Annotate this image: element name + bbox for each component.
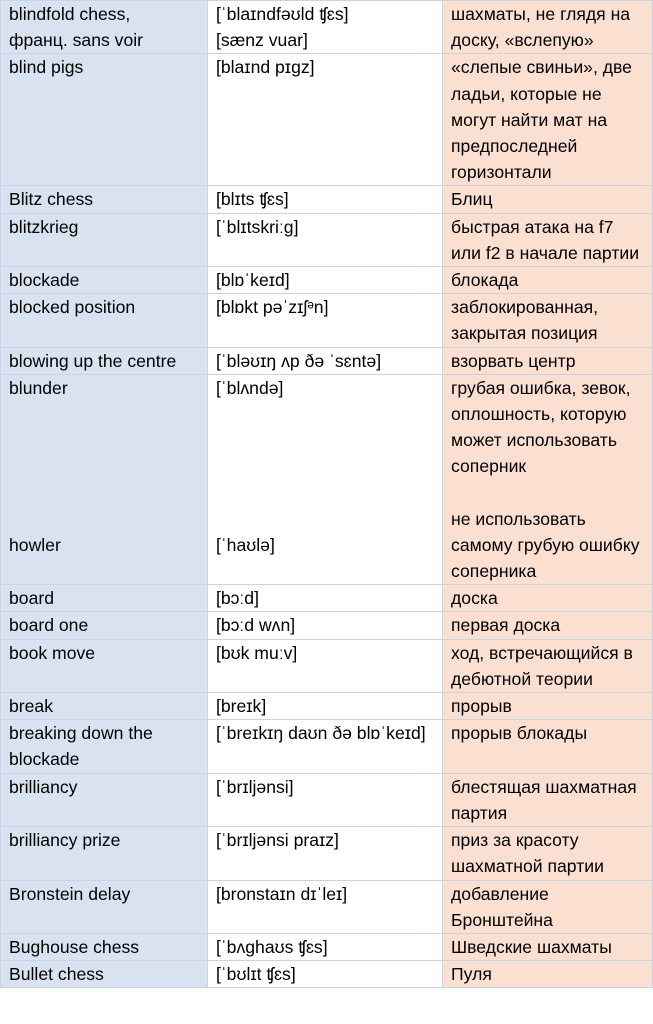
transcription-cell: [ˈbreɪkɪŋ daʊn ðə blɒˈkeɪd] <box>207 720 442 773</box>
term-cell: blitzkrieg <box>1 213 208 266</box>
transcription-cell: [bɔːd] <box>207 585 442 612</box>
term-cell: book move <box>1 639 208 692</box>
term-cell: breaking down the blockade <box>1 720 208 773</box>
translation-cell: Блиц <box>443 186 653 213</box>
term-cell: Bughouse chess <box>1 933 208 960</box>
table-row <box>1 612 653 639</box>
translation-cell: блестящая шахматная партия <box>443 773 653 826</box>
term-cell: Bullet chess <box>1 961 208 988</box>
table-row <box>1 773 653 826</box>
transcription-cell: [bɔːd wʌn] <box>207 612 442 639</box>
translation-cell: не использовать самому грубую ошибку соперника <box>443 506 653 585</box>
transcription-cell: [breɪk] <box>207 693 442 720</box>
translation-cell: «слепые свиньи», две ладьи, которые не могут найти мат на предпоследней горизонтали <box>443 54 653 186</box>
translation-cell: прорыв блокады <box>443 720 653 773</box>
translation-cell: блокада <box>443 267 653 294</box>
translation-cell: Пуля <box>443 961 653 988</box>
translation-cell: шахматы, не глядя на доску, «вслепую» <box>443 1 653 54</box>
term-cell: break <box>1 693 208 720</box>
transcription-cell: [ˈblʌndə] <box>207 374 442 505</box>
table-row <box>1 213 653 266</box>
table-row <box>1 1 653 54</box>
translation-cell: взорвать центр <box>443 347 653 374</box>
transcription-cell: [blɒˈkeɪd] <box>207 267 442 294</box>
translation-cell: доска <box>443 585 653 612</box>
term-cell: howler <box>1 506 208 585</box>
translation-cell: добавление Бронштейна <box>443 880 653 933</box>
table-row <box>1 961 653 988</box>
transcription-cell: [bronstaɪn dɪˈleɪ] <box>207 880 442 933</box>
table-row <box>1 374 653 505</box>
table-row <box>1 347 653 374</box>
transcription-cell: [bʊk muːv] <box>207 639 442 692</box>
table-row <box>1 506 653 585</box>
translation-cell: приз за красоту шахматной партии <box>443 827 653 880</box>
transcription-cell: [ˈbʌghaʊs ʧɛs] <box>207 933 442 960</box>
transcription-cell: [ˈbrɪljənsi praɪz] <box>207 827 442 880</box>
transcription-cell: [ˈbrɪljənsi] <box>207 773 442 826</box>
transcription-cell: [ˈblaɪndfəʊld ʧɛs] [sænz vuar] <box>207 1 442 54</box>
transcription-cell: [blaɪnd pɪgz] <box>207 54 442 186</box>
term-cell: blockade <box>1 267 208 294</box>
term-cell: Blitz chess <box>1 186 208 213</box>
table-row <box>1 186 653 213</box>
table-row <box>1 720 653 773</box>
table-row <box>1 585 653 612</box>
term-cell: board <box>1 585 208 612</box>
table-row <box>1 827 653 880</box>
term-cell: Bronstein delay <box>1 880 208 933</box>
term-cell: blunder <box>1 374 208 505</box>
translation-cell: заблокированная, закрытая позиция <box>443 294 653 347</box>
transcription-cell: [ˈhaʊlə] <box>207 506 442 585</box>
table-row <box>1 639 653 692</box>
transcription-cell: [blɒkt pəˈzɪʃᵊn] <box>207 294 442 347</box>
term-cell: blindfold chess, франц. sans voir <box>1 1 208 54</box>
transcription-cell: [ˈbləʊɪŋ ʌp ðə ˈsɛntə] <box>207 347 442 374</box>
translation-cell: прорыв <box>443 693 653 720</box>
term-cell: board one <box>1 612 208 639</box>
table-row <box>1 294 653 347</box>
table-row <box>1 933 653 960</box>
term-cell: blind pigs <box>1 54 208 186</box>
table-row <box>1 880 653 933</box>
translation-cell: Шведские шахматы <box>443 933 653 960</box>
translation-cell: первая доска <box>443 612 653 639</box>
translation-cell: ход, встречающийся в дебютной теории <box>443 639 653 692</box>
translation-cell: грубая ошибка, зевок, оплошность, которую может использовать соперник <box>443 374 653 505</box>
term-cell: brilliancy prize <box>1 827 208 880</box>
transcription-cell: [ˈbʊlɪt ʧɛs] <box>207 961 442 988</box>
transcription-cell: [ˈblɪtskriːg] <box>207 213 442 266</box>
term-cell: blocked position <box>1 294 208 347</box>
term-cell: blowing up the centre <box>1 347 208 374</box>
table-row <box>1 267 653 294</box>
term-cell: brilliancy <box>1 773 208 826</box>
translation-cell: быстрая атака на f7 или f2 в начале партии <box>443 213 653 266</box>
table-row <box>1 54 653 186</box>
table-row <box>1 693 653 720</box>
transcription-cell: [blɪts ʧɛs] <box>207 186 442 213</box>
